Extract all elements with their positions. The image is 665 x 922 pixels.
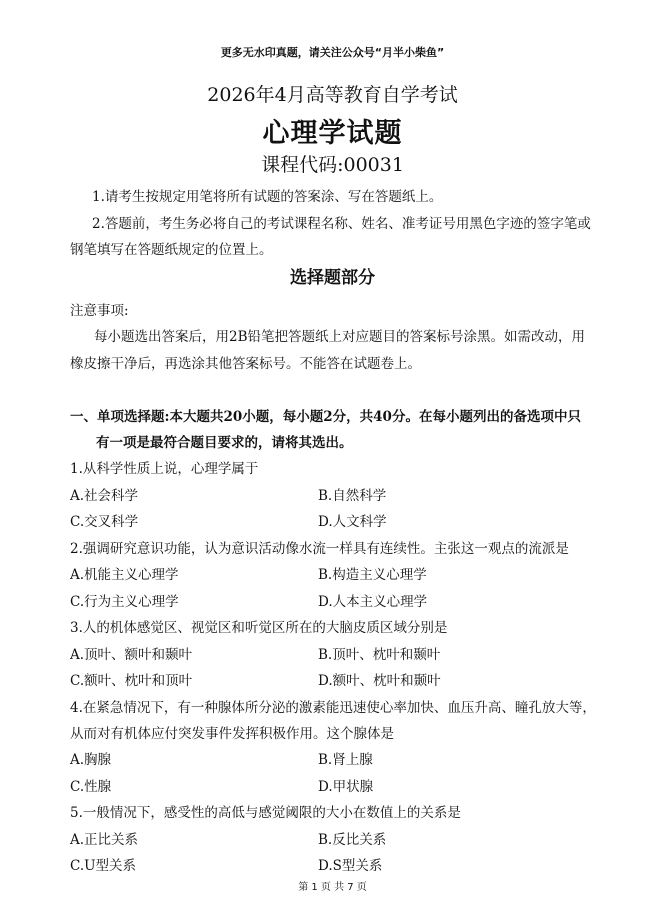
question-4-stem: 4.在紧急情况下，有一种腺体所分泌的激素能迅速使心率加快、血压升高、瞳孔放大等，: [70, 700, 596, 716]
question-4-option-c: C.性腺: [70, 779, 112, 795]
question-2-option-d: D.人本主义心理学: [318, 594, 428, 610]
question-2-option-a: A.机能主义心理学: [70, 567, 179, 583]
question-5-option-c: C.U型关系: [70, 858, 137, 874]
question-1-option-b: B.自然科学: [318, 488, 387, 504]
question-2-stem: 2.强调研究意识功能，认为意识活动像水流一样具有连续性。主张这一观点的流派是: [70, 541, 569, 557]
question-4-stem-continued: 从而对有机体应付突发事件发挥积极作用。这个腺体是: [70, 726, 394, 742]
question-5-option-b: B.反比关系: [318, 832, 387, 848]
question-1-option-d: D.人文科学: [318, 514, 387, 530]
watermark-notice: 更多无水印真题，请关注公众号“月半小柴鱼”: [220, 46, 445, 59]
question-3-stem: 3.人的机体感觉区、视觉区和听觉区所在的大脑皮质区域分别是: [70, 620, 448, 636]
instruction-2-continued: 钢笔填写在答题纸规定的位置上。: [70, 242, 273, 258]
part1-heading: 一、单项选择题:本大题共20小题，每小题2分，共40分。在每小题列出的备选项中只: [70, 409, 581, 425]
question-3-option-a: A.顶叶、额叶和颞叶: [70, 647, 193, 663]
question-5-option-a: A.正比关系: [70, 832, 139, 848]
instruction-2: 2.答题前，考生务必将自己的考试课程名称、姓名、准考证号用黑色字迹的签字笔或: [92, 216, 591, 232]
question-2-option-b: B.构造主义心理学: [318, 567, 427, 583]
question-1-option-a: A.社会科学: [70, 488, 139, 504]
question-5-option-d: D.S型关系: [318, 858, 383, 874]
question-5-stem: 5.一般情况下，感受性的高低与感觉阈限的大小在数值上的关系是: [70, 805, 461, 821]
section-title: 选择题部分: [290, 268, 375, 288]
question-3-option-d: D.额叶、枕叶和颞叶: [318, 673, 441, 689]
page-number: 第 1 页 共 7 页: [298, 882, 367, 893]
part1-heading-continued: 有一项是最符合题目要求的，请将其选出。: [96, 435, 353, 451]
question-3-option-c: C.额叶、枕叶和顶叶: [70, 673, 193, 689]
question-1-option-c: C.交叉科学: [70, 514, 139, 530]
subject-title: 心理学试题: [262, 118, 403, 149]
exam-title: 2026年4月高等教育自学考试: [207, 84, 458, 106]
notice-line-1: 每小题选出答案后，用2B铅笔把答题纸上对应题目的答案标号涂黑。如需改动，用: [94, 329, 586, 345]
question-4-option-d: D.甲状腺: [318, 779, 374, 795]
course-code: 课程代码:00031: [261, 154, 404, 176]
question-3-option-b: B.顶叶、枕叶和颞叶: [318, 647, 441, 663]
notice-label: 注意事项:: [70, 303, 129, 319]
question-4-option-b: B.肾上腺: [318, 752, 373, 768]
question-1-stem: 1.从科学性质上说，心理学属于: [70, 461, 259, 477]
instruction-1: 1.请考生按规定用笔将所有试题的答案涂、写在答题纸上。: [92, 189, 443, 205]
question-2-option-c: C.行为主义心理学: [70, 594, 179, 610]
question-4-option-a: A.胸腺: [70, 752, 112, 768]
notice-line-2: 橡皮擦干净后，再选涂其他答案标号。不能答在试题卷上。: [70, 356, 421, 372]
